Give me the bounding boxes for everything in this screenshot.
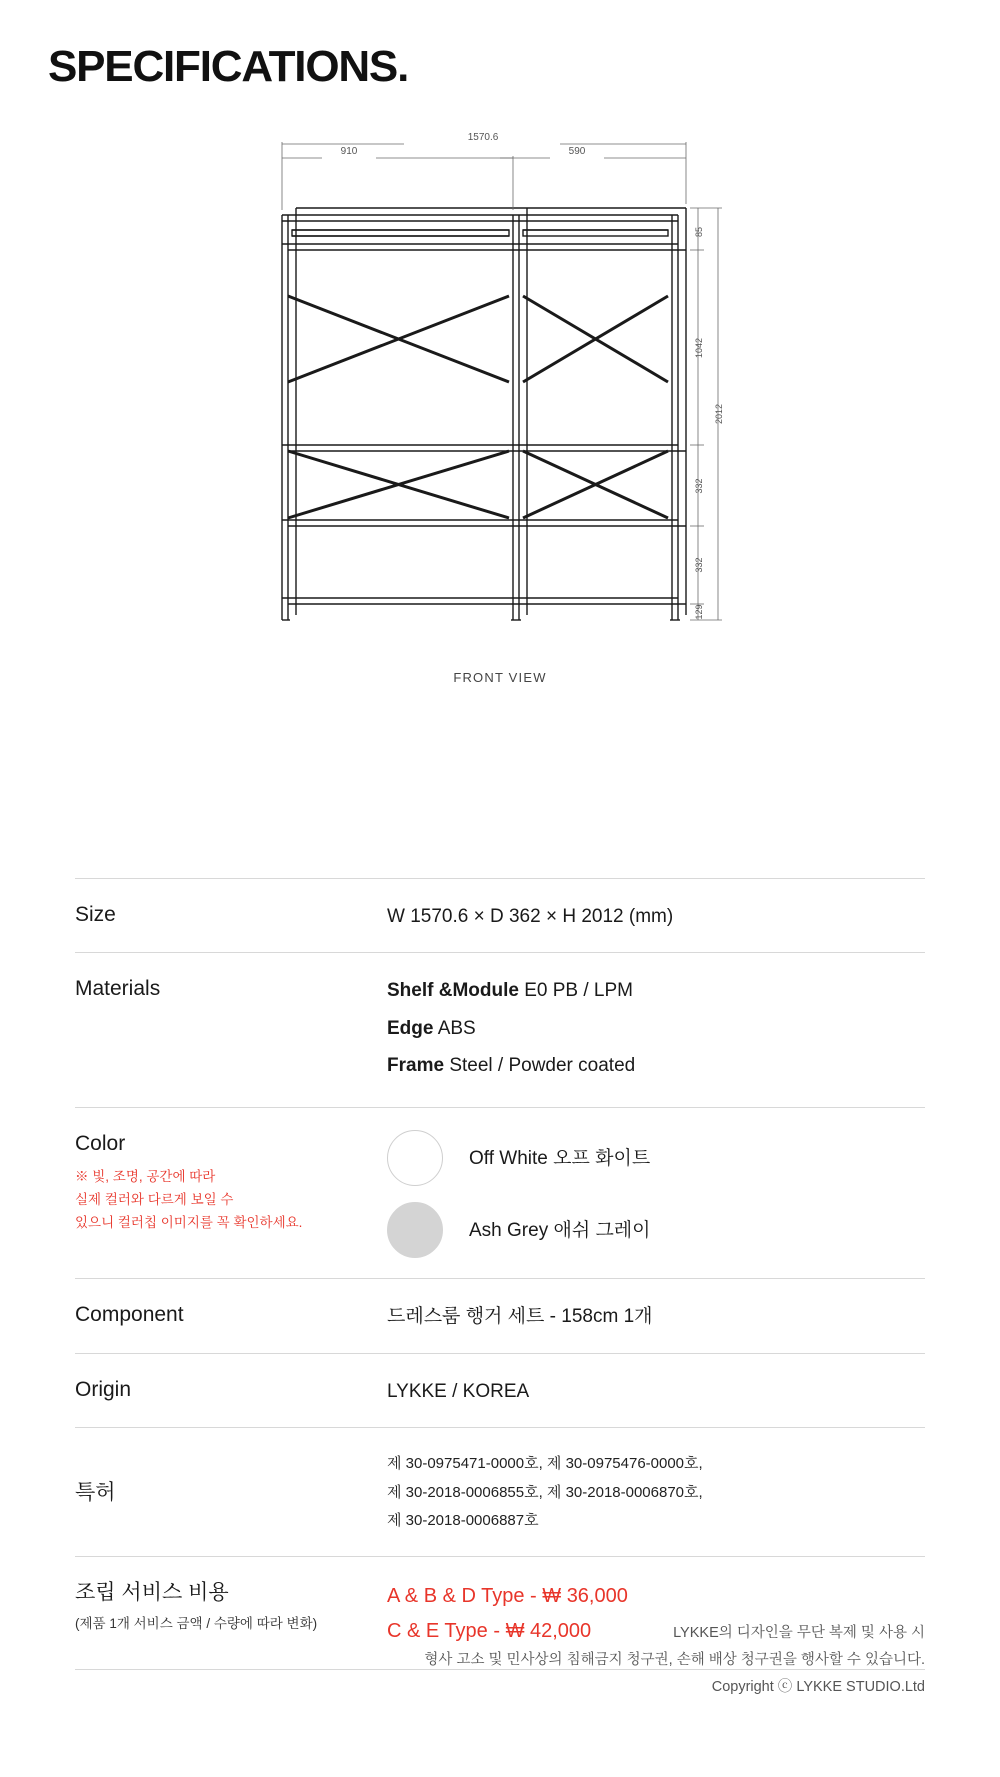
spec-row-origin (75, 1353, 925, 1427)
material-line-edge (387, 1013, 925, 1044)
front-view-label: FRONT VIEW (453, 670, 547, 685)
specifications-table (75, 878, 925, 1670)
dim-left-bay: 910 (340, 146, 358, 157)
dim-total-height: 2012 (714, 403, 724, 425)
spec-label-component: Component (75, 1303, 184, 1327)
color-swatch-off-white[interactable] (387, 1130, 443, 1186)
product-drawing (0, 120, 1000, 760)
spec-label-patent: 특허 (75, 1480, 116, 1504)
dim-bottom: 129 (694, 604, 704, 620)
spec-value-component: 드레스룸 행거 세트 - 158cm 1개 (387, 1306, 653, 1328)
spec-label-size: Size (75, 903, 116, 926)
front-view-svg (0, 120, 1000, 740)
spec-row-color (75, 1107, 925, 1278)
color-note-line3: 있으니 컬러칩 이미지를 꼭 확인하세요. (75, 1214, 303, 1230)
color-name-ash-grey: Ash Grey 애쉬 그레이 (469, 1219, 651, 1241)
patent-line-2: 제 30-2018-0006855호, 제 30-2018-0006870호, (387, 1483, 703, 1501)
color-option-ash-grey[interactable] (387, 1202, 925, 1258)
page-title: SPECIFICATIONS. (48, 42, 409, 91)
assembly-label-sub: (제품 1개 서비스 금액 / 수량에 따라 변화) (75, 1615, 318, 1631)
dim-top: 85 (694, 226, 704, 238)
material-val-edge: ABS (437, 1017, 476, 1039)
color-label-text: Color (75, 1132, 126, 1156)
spec-label-color (75, 1130, 387, 1258)
spec-label-origin: Origin (75, 1377, 132, 1401)
patent-line-3: 제 30-2018-0006887호 (387, 1512, 539, 1530)
spec-row-component (75, 1278, 925, 1352)
dim-hanger: 1042 (694, 337, 704, 359)
spec-row-materials (75, 952, 925, 1107)
spec-value-size: W 1570.6 × D 362 × H 2012 (mm) (387, 906, 674, 927)
footer (75, 1620, 925, 1700)
material-key-shelf: Shelf &Module (387, 980, 519, 1002)
material-val-shelf: E0 PB / LPM (524, 980, 634, 1002)
footer-line-1: LYKKE의 디자인을 무단 복제 및 사용 시 (673, 1625, 925, 1641)
material-key-frame: Frame (387, 1055, 445, 1077)
assembly-price-line-2: C & E Type - ₩ 42,000 (387, 1619, 592, 1642)
dim-shelf-1: 332 (694, 478, 704, 494)
material-line-frame (387, 1050, 925, 1081)
spec-row-patent (75, 1427, 925, 1556)
spec-value-patent (387, 1450, 925, 1536)
spec-value-materials (387, 975, 925, 1087)
dim-total-width: 1570.6 (467, 132, 499, 143)
spec-row-size (75, 878, 925, 952)
assembly-label-text: 조립 서비스 비용 (75, 1580, 229, 1604)
spec-value-origin: LYKKE / KOREA (387, 1380, 530, 1402)
material-line-shelf (387, 975, 925, 1006)
footer-copyright: Copyright ⓒ LYKKE STUDIO.Ltd (711, 1678, 925, 1695)
dim-shelf-2: 332 (694, 557, 704, 573)
assembly-price-line-1: A & B & D Type - ₩ 36,000 (387, 1584, 628, 1607)
color-note-line1: ※ 빛, 조명, 공간에 따라 (75, 1168, 216, 1184)
patent-line-1: 제 30-0975471-0000호, 제 30-0975476-0000호, (387, 1455, 703, 1473)
footer-line-2: 형사 고소 및 민사상의 침해금지 청구권, 손해 배상 청구권을 행사할 수 있습니다. (424, 1651, 925, 1668)
color-note-line2: 실제 컬러와 다르게 보일 수 (75, 1191, 234, 1207)
color-swatch-ash-grey[interactable] (387, 1202, 443, 1258)
material-key-edge: Edge (387, 1017, 434, 1039)
spec-value-color (387, 1130, 925, 1258)
spec-label-materials: Materials (75, 977, 161, 1001)
color-option-off-white[interactable] (387, 1130, 925, 1186)
dim-right-bay: 590 (568, 146, 586, 157)
material-val-frame: Steel / Powder coated (449, 1055, 636, 1077)
color-name-off-white: Off White 오프 화이트 (469, 1147, 651, 1169)
